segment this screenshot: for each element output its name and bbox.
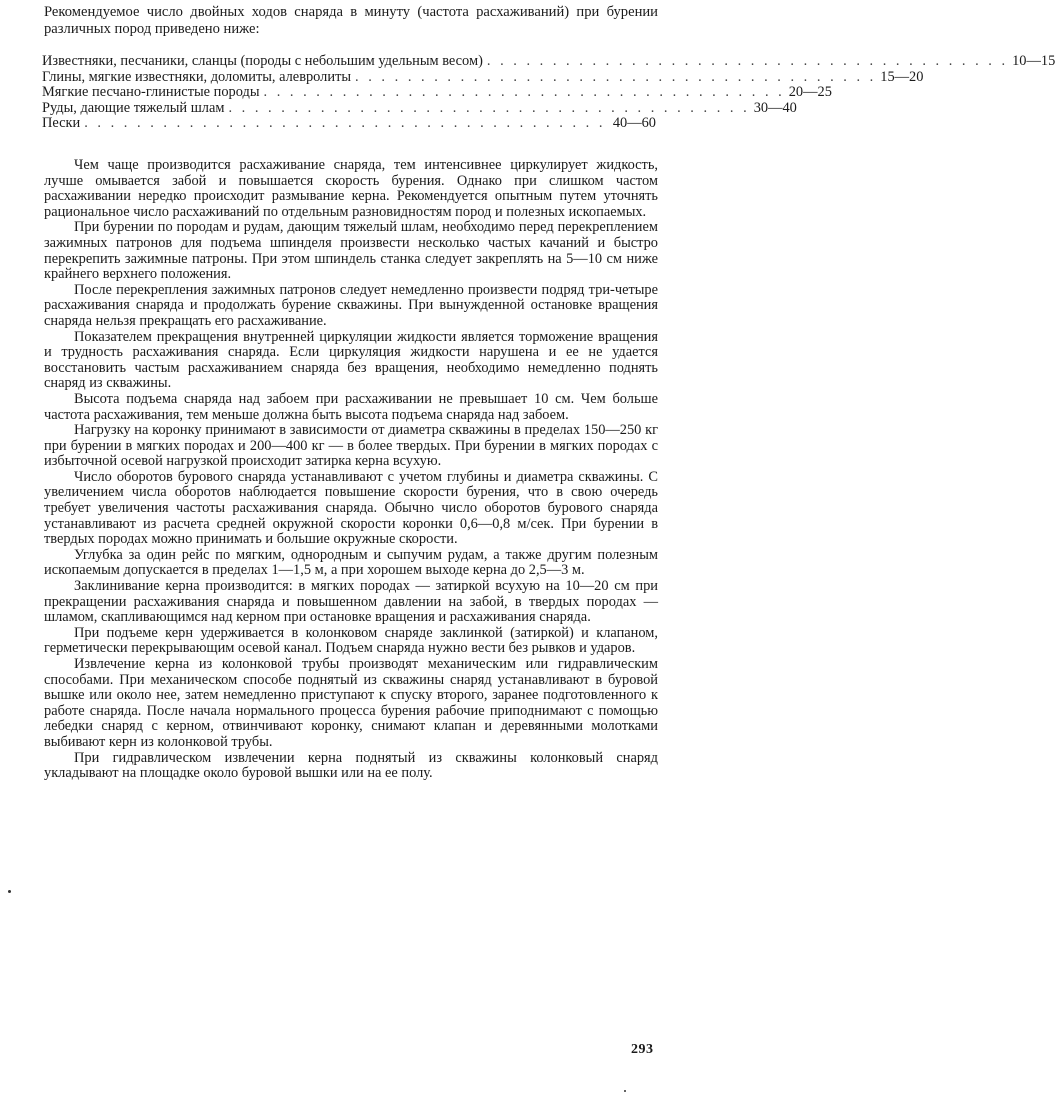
rate-value: 30—40 bbox=[753, 99, 797, 116]
rock-type-label: Пески bbox=[42, 115, 81, 132]
paragraph: Показателем прекращения внутренней циркуляции жидкости является торможение вращения и трудность расхаживания снаряда. Если циркуляция жидкости нарушена и ее не удается восстановить частым расхаживанием снаряда без вращения, необходимо немедленно поднять снаряд из скважины. bbox=[44, 328, 658, 392]
rate-value: 10—15 bbox=[1012, 53, 1055, 69]
drilling-rate-list bbox=[42, 53, 1055, 132]
paragraph: При подъеме керн удерживается в колонковом снаряде заклинкой (затиркой) и клапаном, герметически перекрывающим осевой канал. Подъем снаряда нужно вести без рывков и ударов. bbox=[44, 624, 658, 657]
rock-type-label: Известняки, песчаники, сланцы (породы с небольшим удельным весом) bbox=[42, 53, 483, 69]
rate-row bbox=[42, 84, 832, 101]
rock-type-label: Руды, дающие тяжелый шлам bbox=[42, 99, 225, 116]
paragraph: Заклинивание керна производится: в мягких породах — затиркой всухую на 10—20 см при прекращении расхаживания снаряда и повышенном давлении на забой, в твердых породах — шламом, скапливающимся над керном при остановке вращения и расхаживания снаряда. bbox=[44, 578, 658, 626]
rate-row bbox=[42, 53, 1055, 70]
rate-row bbox=[42, 68, 924, 86]
page-number: 293 bbox=[631, 1042, 654, 1057]
paragraph: Углубка за один рейс по мягким, однородным и сыпучим рудам, а также другим полезным ископаемым допускается в пределах 1—1,5 м, а при хорошем выходе керна до 2,5—3 м. bbox=[44, 546, 658, 579]
paragraph: Извлечение керна из колонковой трубы производят механическим или гидравлическим способами. При механическом способе поднятый из скважины снаряд устанавливают в буровой вышке или около нее, затем немедленно приступают к спуску второго, заранее подготовленного к работе снаряда. После начала нормального процесса бурения рабочие приподнимают с помощью лебедки снаряд с керном, отвинчивают коронку, снимают клапан и деревянными молотками выбивают керн из колонковой трубы. bbox=[44, 656, 658, 750]
paragraph: Число оборотов бурового снаряда устанавливают с учетом глубины и диаметра скважины. С увеличением числа оборотов наблюдается повышение скорости бурения, что в свою очередь требует увеличения частоты расхаживания снаряда. Обычно число оборотов бурового снаряда устанавливают из расчета средней окружной скорости коронки 0,6—0,8 м/сек. При бурении в твердых породах можно принимать и большие окружные скорости. bbox=[44, 468, 658, 548]
rock-type-label: Мягкие песчано-глинистые породы bbox=[42, 84, 260, 101]
rate-value: 15—20 bbox=[880, 68, 924, 85]
leader-dots: . . . . . . . . . . . . . . . . . . . . . . . . . . . . . . . . . . . . . . . . bbox=[263, 84, 785, 101]
print-speck bbox=[8, 890, 11, 893]
rock-type-label: Глины, мягкие известняки, доломиты, алевролиты bbox=[42, 68, 352, 85]
intro-sentence: Рекомендуемое число двойных ходов снаряда в минуту (частота расхаживаний) при бурении различных пород приведено ниже: bbox=[44, 4, 658, 37]
paragraph: При бурении по породам и рудам, дающим тяжелый шлам, необходимо перед перекреплением зажимных патронов для подъема шпинделя произвести несколько частых качаний и быстро перекрепить зажимные патроны. При этом шпиндель станка следует закреплять на 5—10 см ниже крайнего верхнего положения. bbox=[44, 219, 658, 283]
leader-dots: . . . . . . . . . . . . . . . . . . . . . . . . . . . . . . . . . . . . . . . . bbox=[228, 99, 750, 116]
leader-dots: . . . . . . . . . . . . . . . . . . . . . . . . . . . . . . . . . . . . . . . . bbox=[84, 115, 606, 132]
body-text bbox=[44, 158, 658, 782]
paragraph: Нагрузку на коронку принимают в зависимости от диаметра скважины в пределах 150—250 кг при бурении в мягких породах и 200—400 кг — в более твердых. При бурении в мягких породах с избыточной осевой нагрузкой происходит затирка керна всухую. bbox=[44, 422, 658, 470]
paragraph: Высота подъема снаряда над забоем при расхаживании не превышает 10 см. Чем больше частота расхаживания, тем меньше должна быть высота подъема снаряда над забоем. bbox=[44, 390, 658, 423]
paragraph: При гидравлическом извлечении керна поднятый из скважины колонковый снаряд укладывают на площадке около буровой вышки или на ее полу. bbox=[44, 749, 658, 782]
leader-dots: . . . . . . . . . . . . . . . . . . . . . . . . . . . . . . . . . . . . . . . . bbox=[355, 68, 877, 85]
print-speck bbox=[624, 1090, 626, 1092]
rate-row bbox=[42, 116, 656, 132]
paragraph: После перекрепления зажимных патронов следует немедленно произвести подряд три-четыре расхаживания снаряда и продолжать бурение скважины. При вынужденной остановке вращения снаряда нельзя прекращать его расхаживание. bbox=[44, 281, 658, 329]
rate-value: 40—60 bbox=[612, 115, 656, 132]
leader-dots: . . . . . . . . . . . . . . . . . . . . . . . . . . . . . . . . . . . . . . . . bbox=[486, 53, 1009, 69]
rate-row bbox=[42, 99, 797, 117]
paragraph: Чем чаще производится расхаживание снаряда, тем интенсивнее циркулирует жидкость, лучше омывается забой и повышается скорость бурения. Однако при слишком частом расхаживании нередко происходит размывание керна. Рекомендуется опытным путем уточнять рациональное число расхаживаний по отдельным разновидностям пород и полезных ископаемых. bbox=[44, 157, 658, 220]
rate-value: 20—25 bbox=[788, 84, 832, 101]
